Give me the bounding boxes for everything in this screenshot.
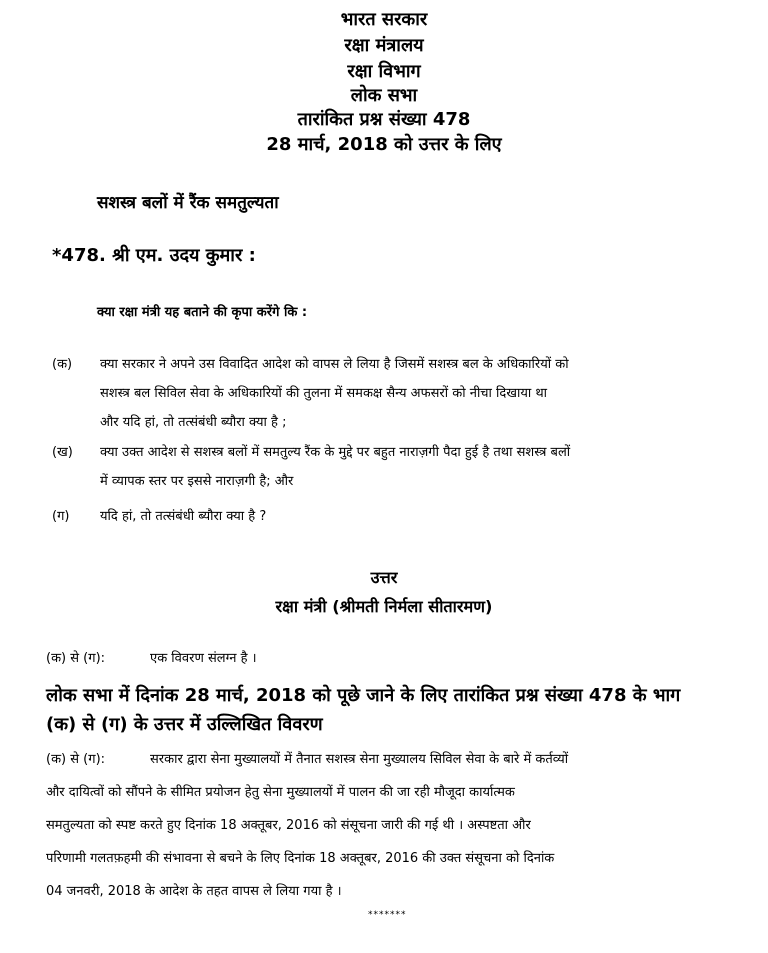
part-kha-label: (ख) [52, 445, 73, 460]
answer-range-label: (क) से (ग): [46, 651, 106, 666]
part-ga-label: (ग) [52, 509, 70, 524]
part-ka-line-1: क्या सरकार ने अपने उस विवादित आदेश को वापस ले लिया है जिसमें सशस्त्र बल के अधिकारियों को [100, 357, 569, 372]
header-department: रक्षा विभाग [347, 61, 421, 82]
statement-line-2: और दायित्वों को सौंपने के सीमित प्रयोजन हेतु सेना मुख्यालयों में पालन की जा रही मौजूदा कार्यात्मक [46, 785, 515, 800]
answer-minister: रक्षा मंत्री (श्रीमती निर्मला सीतारमण) [275, 597, 493, 616]
statement-line-4: परिणामी गलतफ़हमी की संभावना से बचने के लिए दिनांक 18 अक्तूबर, 2016 की उक्त संसूचना को दिनांक [46, 851, 555, 866]
part-ga-line-1: यदि हां, तो तत्संबंधी ब्यौरा क्या है ? [100, 509, 267, 524]
part-kha-line-1: क्या उक्त आदेश से सशस्त्र बलों में समतुल्य रैंक के मुद्दे पर बहुत नाराज़गी पैदा हुई है तथा सशस्त्र बलों [100, 445, 571, 460]
statement-title-line-2: (क) से (ग) के उत्तर में उल्लिखित विवरण [46, 714, 323, 735]
statement-line-1: सरकार द्वारा सेना मुख्यालयों में तैनात सशस्त्र सेना मुख्यालय सिविल सेवा के बारे में कर्तव्यों [150, 752, 569, 767]
question-intro: क्या रक्षा मंत्री यह बताने की कृपा करेंगे कि : [97, 305, 308, 320]
answer-heading: उत्तर [370, 568, 398, 587]
end-of-document-mark: ******* [368, 910, 407, 920]
statement-label: (क) से (ग): [46, 752, 106, 767]
question-number-member: *478. श्री एम. उदय कुमार : [52, 245, 256, 266]
part-ka-line-2: सशस्त्र बल सिविल सेवा के अधिकारियों की तुलना में समकक्ष सैन्य अफसरों को नीचा दिखाया था [100, 386, 548, 401]
header-government: भारत सरकार [340, 9, 428, 30]
answer-range-text: एक विवरण संलग्न है । [150, 651, 257, 666]
statement-line-5: 04 जनवरी, 2018 के आदेश के तहत वापस ले लिया गया है । [46, 884, 342, 899]
question-subject: सशस्त्र बलों में रैंक समतुल्यता [97, 193, 279, 213]
statement-title-line-1: लोक सभा में दिनांक 28 मार्च, 2018 को पूछे जाने के लिए तारांकित प्रश्न संख्या 478 के भाग [46, 685, 681, 706]
part-ka-line-3: और यदि हां, तो तत्संबंधी ब्यौरा क्या है ; [100, 415, 287, 430]
header-house: लोक सभा [350, 85, 418, 106]
header-question-number: तारांकित प्रश्न संख्या 478 [297, 109, 471, 130]
statement-line-3: समतुल्यता को स्पष्ट करते हुए दिनांक 18 अक्तूबर, 2016 को संसूचना जारी की गई थी । अस्पष्टता और [46, 818, 531, 833]
part-kha-line-2: में व्यापक स्तर पर इससे नाराज़गी है; और [100, 474, 294, 489]
header-ministry: रक्षा मंत्रालय [344, 35, 424, 56]
header-answer-date: 28 मार्च, 2018 को उत्तर के लिए [266, 134, 502, 155]
part-ka-label: (क) [52, 357, 73, 372]
